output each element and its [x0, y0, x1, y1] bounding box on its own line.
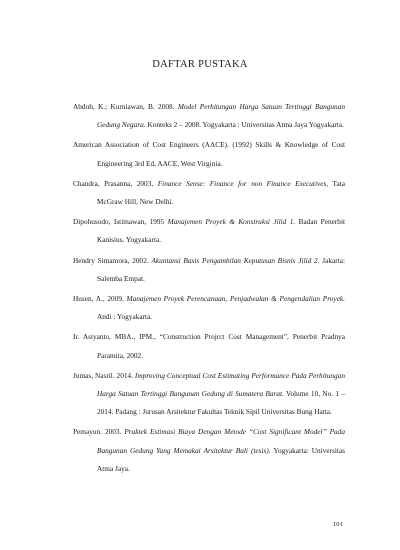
reference-item [73, 328, 345, 364]
reference-publisher: Badan Penerbit Kanisius. Yogyakarta. [97, 217, 346, 245]
reference-item [73, 252, 345, 288]
reference-title: Manajemen Proyek & Konstruksi Jilid 1. [167, 217, 296, 227]
reference-title: Akuntansi Basis Pengambilan Keputusan Bisnis Jilid 2. [151, 255, 320, 265]
reference-publisher: Jakarta: Salemba Empat. [97, 255, 345, 283]
reference-author: Hendry Simamora, 2002. [73, 255, 152, 265]
reference-item [73, 213, 345, 249]
reference-author: American Association of Cost Engineers (AACE). (1992) Skills & Knowledge of Cost Engineering 3rd Ed, AACE, West Virginia. [73, 140, 345, 168]
reference-publisher: Konteks 2 – 2008. Yogyakarta : Universitas Atma Jaya Yogyakarta. [145, 120, 344, 130]
reference-publisher: Yogyakarta: Universitas Atma Jaya. [97, 445, 345, 473]
reference-title: Improving Conceptual Cost Estimating Performance Pada Perhitungan Harga Satuan Tertinggi Bangunan Gedung di Sumatera Barat. [97, 370, 345, 399]
reference-author: Abduh, K.; Kurniawan, B. 2008. [73, 102, 178, 111]
reference-list [73, 98, 345, 480]
reference-item [73, 98, 345, 134]
reference-title: Praktek Estimasi Biaya Dengan Metode “Cost Significant Model” Pada Bangunan Gedung Yang Memakai Arsitektur Bali (tesis). [97, 427, 345, 455]
reference-author: Pemayun. 2003. [73, 427, 125, 437]
reference-item [73, 423, 345, 478]
reference-author: Dipohusodo, Istimawan, 1995 [73, 217, 168, 227]
reference-title: Manajemen Proyek Perencanaan, Penjadwalan & Pengendalian Proyek. [126, 294, 345, 304]
reference-publisher: Volume 10, No. 1 – 2014. Padang : Jurusan Arsitektur Fakultas Teknik Sipil Universitas Bung Hatta. [97, 389, 345, 417]
reference-publisher: Tata McGraw Hill, New Delhi. [97, 178, 345, 207]
reference-item [73, 290, 345, 326]
reference-publisher: Andi : Yogyakarta. [97, 312, 153, 322]
reference-item [73, 136, 345, 172]
reference-author: Ir. Asiyanto, MBA., IPM., “Construction Projrct Cost Management”, Penerbit Pradnya Paramita, 2002. [73, 332, 345, 360]
reference-author: Chandra, Prasanna, 2003, [73, 178, 158, 188]
page-title: DAFTAR PUSTAKA [152, 59, 248, 70]
reference-item [73, 175, 345, 211]
reference-author: Jumas, Nasril. 2014. [73, 370, 135, 380]
reference-title: Model Perhitungan Harga Satuan Tertinggi Bangunan Gedung Negara. [97, 102, 345, 130]
reference-author: Husen, A., 2009. [73, 294, 127, 304]
page-number: 101 [333, 521, 343, 528]
reference-item [73, 367, 345, 422]
reference-title: Finance Sense: Finance for non Finance Executives, [157, 178, 329, 188]
